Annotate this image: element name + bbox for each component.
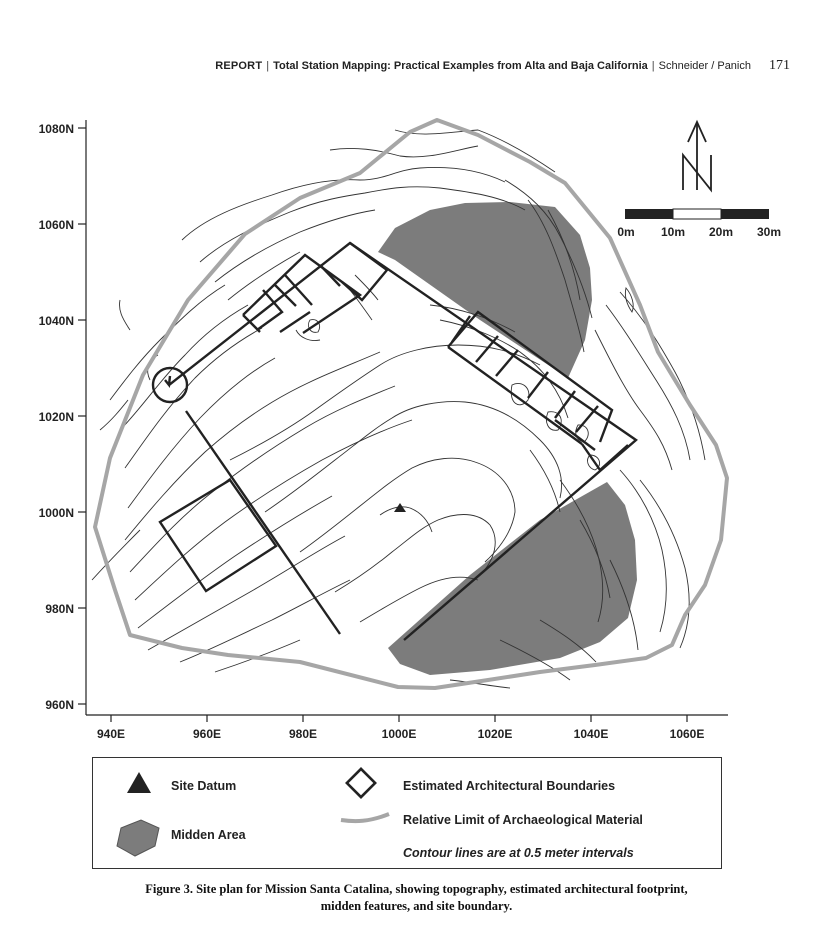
legend <box>92 757 722 869</box>
x-tick-label: 1000E <box>381 727 417 741</box>
running-header: REPORT | Total Station Mapping: Practical Examples from Alta and Baja California | Schneider / Panich 171 <box>215 58 790 73</box>
header-authors: Schneider / Panich <box>658 60 751 72</box>
page-number: 171 <box>769 58 790 73</box>
y-tick-label: 1080N <box>38 122 74 136</box>
figure-caption <box>0 881 833 915</box>
y-tick-label: 1020N <box>38 410 74 424</box>
site-boundary <box>95 120 727 688</box>
scale-label: 30m <box>756 225 782 239</box>
x-tick-label: 940E <box>96 727 126 741</box>
y-tick-label: 980N <box>45 602 74 616</box>
legend-contour-note: Contour lines are at 0.5 meter intervals <box>403 846 634 860</box>
y-tick-label: 1060N <box>38 218 74 232</box>
x-tick-label: 1020E <box>477 727 513 741</box>
x-tick-label: 1040E <box>573 727 609 741</box>
scale-label: 0m <box>617 225 635 239</box>
legend-limit-label: Relative Limit of Archaeological Material <box>403 813 643 827</box>
x-tick-label: 1060E <box>669 727 705 741</box>
caption-line-1: Figure 3. Site plan for Mission Santa Catalina, showing topography, estimated architectural footprint, <box>145 882 688 896</box>
legend-architecture-label: Estimated Architectural Boundaries <box>403 779 616 793</box>
north-arrow-icon <box>683 122 711 190</box>
y-tick-label: 1000N <box>38 506 74 520</box>
legend-midden-icon <box>117 820 159 856</box>
scale-label: 10m <box>660 225 686 239</box>
legend-architecture-icon <box>347 769 375 797</box>
header-keyword: REPORT <box>215 60 263 72</box>
x-tick-label: 960E <box>192 727 222 741</box>
caption-line-2: midden features, and site boundary. <box>320 899 513 913</box>
scale-bar <box>625 209 769 219</box>
y-tick-label: 960N <box>45 698 74 712</box>
legend-midden-label: Midden Area <box>171 828 246 842</box>
legend-limit-icon <box>341 814 389 821</box>
y-tick-label: 1040N <box>38 314 74 328</box>
header-title: Total Station Mapping: Practical Examples from Alta and Baja California <box>273 60 648 72</box>
scale-label: 20m <box>708 225 734 239</box>
north-label: N <box>0 0 1 1</box>
legend-site-datum-label: Site Datum <box>171 779 237 793</box>
legend-datum-icon <box>127 772 151 793</box>
x-tick-label: 980E <box>288 727 318 741</box>
